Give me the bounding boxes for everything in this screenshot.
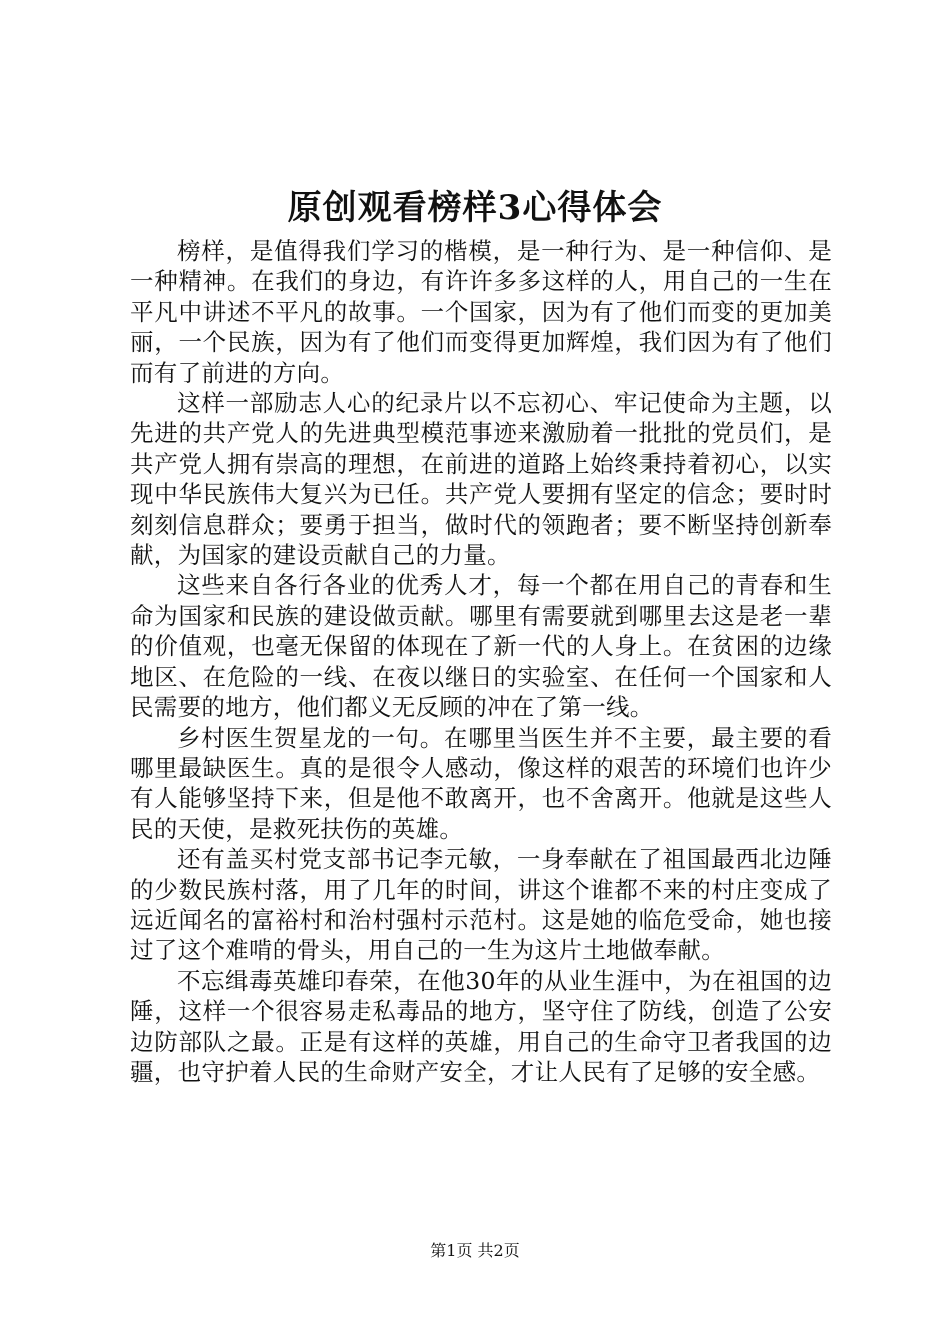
page-number-footer: 第1页 共2页 bbox=[430, 1241, 520, 1260]
paragraph-6: 不忘缉毒英雄印春荣，在他30年的从业生涯中，为在祖国的边陲，这样一个很容易走私毒品的地方，坚守住了防线，创造了公安边防部队之最。正是有这样的英雄，用自己的生命守卫者我国的边疆，也守护着人民的生命财产安全，才让人民有了足够的安全感。 bbox=[130, 966, 832, 1086]
paragraph-5: 还有盖买村党支部书记李元敏，一身奉献在了祖国最西北边陲的少数民族村落，用了几年的时间，讲这个谁都不来的村庄变成了远近闻名的富裕村和治村强村示范村。这是她的临危受命，她也接过了这个难啃的骨头，用自己的一生为这片土地做奉献。 bbox=[130, 845, 832, 965]
document-body bbox=[130, 236, 832, 1087]
paragraph-2: 这样一部励志人心的纪录片以不忘初心、牢记使命为主题，以先进的共产党人的先进典型模范事迹来激励着一批批的党员们，是共产党人拥有崇高的理想，在前进的道路上始终秉持着初心，以实现中华民族伟大复兴为已任。共产党人要拥有坚定的信念；要时时刻刻信息群众；要勇于担当，做时代的领跑者；要不断坚持创新奉献，为国家的建设贡献自己的力量。 bbox=[130, 389, 832, 570]
paragraph-4: 乡村医生贺星龙的一句。在哪里当医生并不主要，最主要的看哪里最缺医生。真的是很令人感动，像这样的艰苦的环境们也许少有人能够坚持下来，但是他不敢离开，也不舍离开。他就是这些人民的天使，是救死扶伤的英雄。 bbox=[130, 723, 832, 843]
paragraph-3: 这些来自各行各业的优秀人才，每一个都在用自己的青春和生命为国家和民族的建设做贡献。哪里有需要就到哪里去这是老一辈的价值观，也毫无保留的体现在了新一代的人身上。在贫困的边缘地区、在危险的一线、在夜以继日的实验室、在任何一个国家和人民需要的地方，他们都义无反顾的冲在了第一线。 bbox=[130, 571, 832, 722]
paragraph-1: 榜样，是值得我们学习的楷模，是一种行为、是一种信仰、是一种精神。在我们的身边，有许许多多这样的人，用自己的一生在平凡中讲述不平凡的故事。一个国家，因为有了他们而变的更加美丽，一个民族，因为有了他们而变得更加辉煌，我们因为有了他们而有了前进的方向。 bbox=[130, 237, 832, 387]
document-title: 原创观看榜样3心得体会 bbox=[287, 188, 663, 228]
